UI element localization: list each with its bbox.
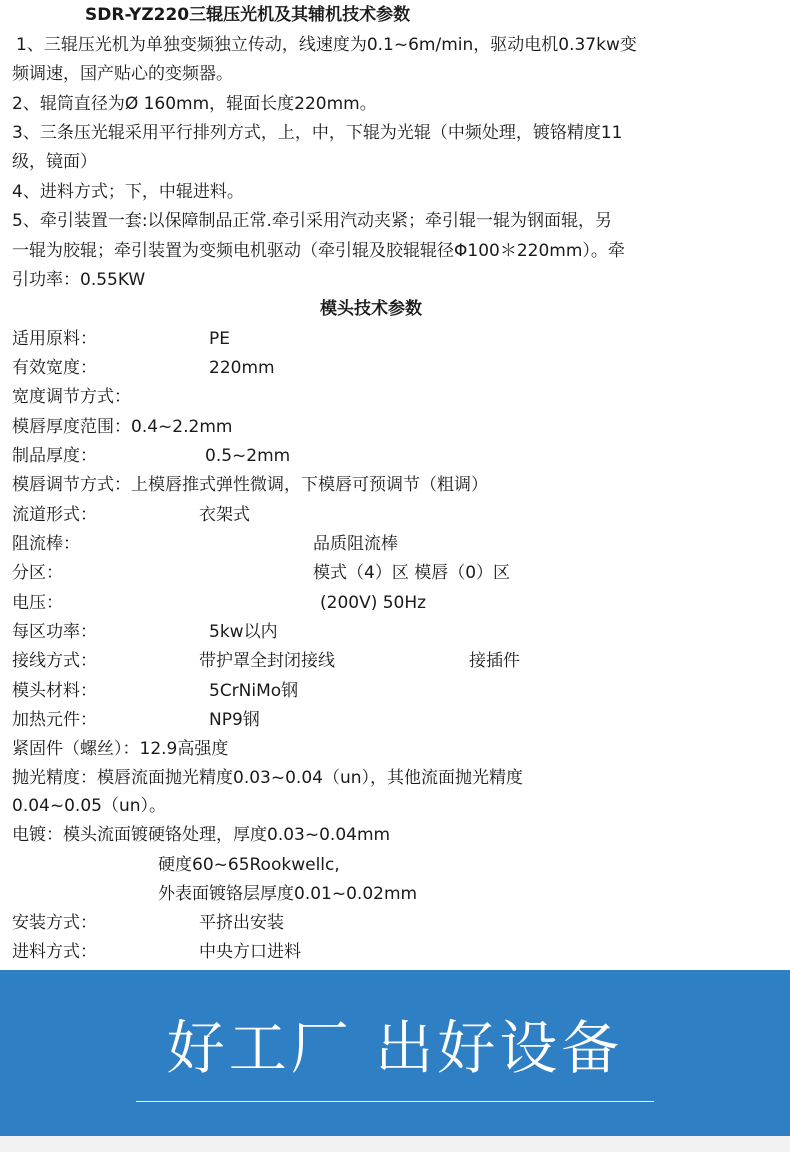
zone-value: 模式（4）区 模唇（0）区	[313, 563, 511, 583]
die-material-value: 5CrNiMo钢	[209, 681, 299, 701]
power-value: 5kw以内	[209, 622, 278, 642]
banner-bottom-strip	[0, 1136, 790, 1152]
channel-label: 流道形式：	[12, 505, 97, 525]
wiring-label: 接线方式：	[12, 651, 97, 671]
die-material-label: 模头材料：	[12, 681, 97, 701]
item-line-8: 一辊为胶辊；牵引装置为变频电机驱动（牵引辊及胶辊辊径Φ100＊220mm）。牵	[12, 241, 625, 261]
polish-line-2: 0.04~0.05（un）。	[12, 796, 166, 816]
item-line-2: 频调速，国产贴心的变频器。	[12, 64, 233, 84]
lip-range: 模唇厚度范围：0.4~2.2mm	[12, 417, 233, 437]
choke-value: 品质阻流棒	[313, 534, 398, 554]
power-label: 每区功率：	[12, 622, 97, 642]
die-section-title: 模头技术参数	[320, 299, 422, 319]
item-line-7: 5、牵引装置一套:以保障制品正常.牵引采用汽动夹紧；牵引辊一辊为钢面辊，另	[12, 211, 612, 231]
width-adjust-label: 宽度调节方式：	[12, 387, 131, 407]
item-line-3: 2、辊筒直径为Ø 160mm，辊面长度220mm。	[12, 94, 377, 114]
material-value: PE	[209, 329, 230, 349]
install-value: 平挤出安装	[199, 913, 284, 933]
item-line-9: 引功率：0.55KW	[12, 270, 146, 290]
slogan-banner	[0, 970, 790, 1152]
wiring-extra: 接插件	[469, 651, 520, 671]
voltage-label: 电压：	[12, 593, 63, 613]
install-label: 安装方式：	[12, 913, 97, 933]
polish-line-1: 抛光精度：模唇流面抛光精度0.03~0.04（un），其他流面抛光精度	[12, 768, 523, 788]
slogan-text: 好工厂 出好设备	[166, 1014, 624, 1082]
plating-line-1: 电镀：模头流面镀硬铬处理，厚度0.03~0.04mm	[12, 825, 391, 845]
plating-line-3: 外表面镀铬层厚度0.01~0.02mm	[158, 884, 418, 904]
material-label: 适用原料：	[12, 329, 97, 349]
feed-label: 进料方式：	[12, 942, 97, 962]
channel-value: 衣架式	[199, 505, 250, 525]
item-line-1: 1、三辊压光机为单独变频独立传动，线速度为0.1~6m/min，驱动电机0.37kw变	[16, 35, 637, 55]
product-thickness-value: 0.5~2mm	[205, 446, 291, 466]
wiring-value: 带护罩全封闭接线	[199, 651, 335, 671]
doc-title: SDR-YZ220三辊压光机及其辅机技术参数	[85, 5, 411, 25]
fastener: 紧固件（螺丝）：12.9高强度	[12, 739, 229, 759]
voltage-value: (200V) 50Hz	[320, 593, 427, 613]
heater-value: NP9钢	[209, 710, 260, 730]
plating-line-2: 硬度60~65Rookwellc,	[158, 855, 340, 875]
heater-label: 加热元件：	[12, 710, 97, 730]
product-thickness-label: 制品厚度：	[12, 446, 97, 466]
width-label: 有效宽度：	[12, 358, 97, 378]
choke-label: 阻流棒：	[12, 534, 80, 554]
zone-label: 分区：	[12, 563, 63, 583]
width-value: 220mm	[209, 358, 275, 378]
item-line-6: 4、进料方式；下，中辊进料。	[12, 182, 244, 202]
feed-value: 中央方口进料	[199, 942, 301, 962]
item-line-4: 3、三条压光辊采用平行排列方式，上，中，下辊为光辊（中频处理，镀铬精度11	[12, 123, 623, 143]
item-line-5: 级，镜面）	[12, 152, 97, 172]
lip-adjust: 模唇调节方式：上模唇推式弹性微调，下模唇可预调节（粗调）	[12, 475, 488, 495]
banner-divider	[136, 1101, 654, 1102]
